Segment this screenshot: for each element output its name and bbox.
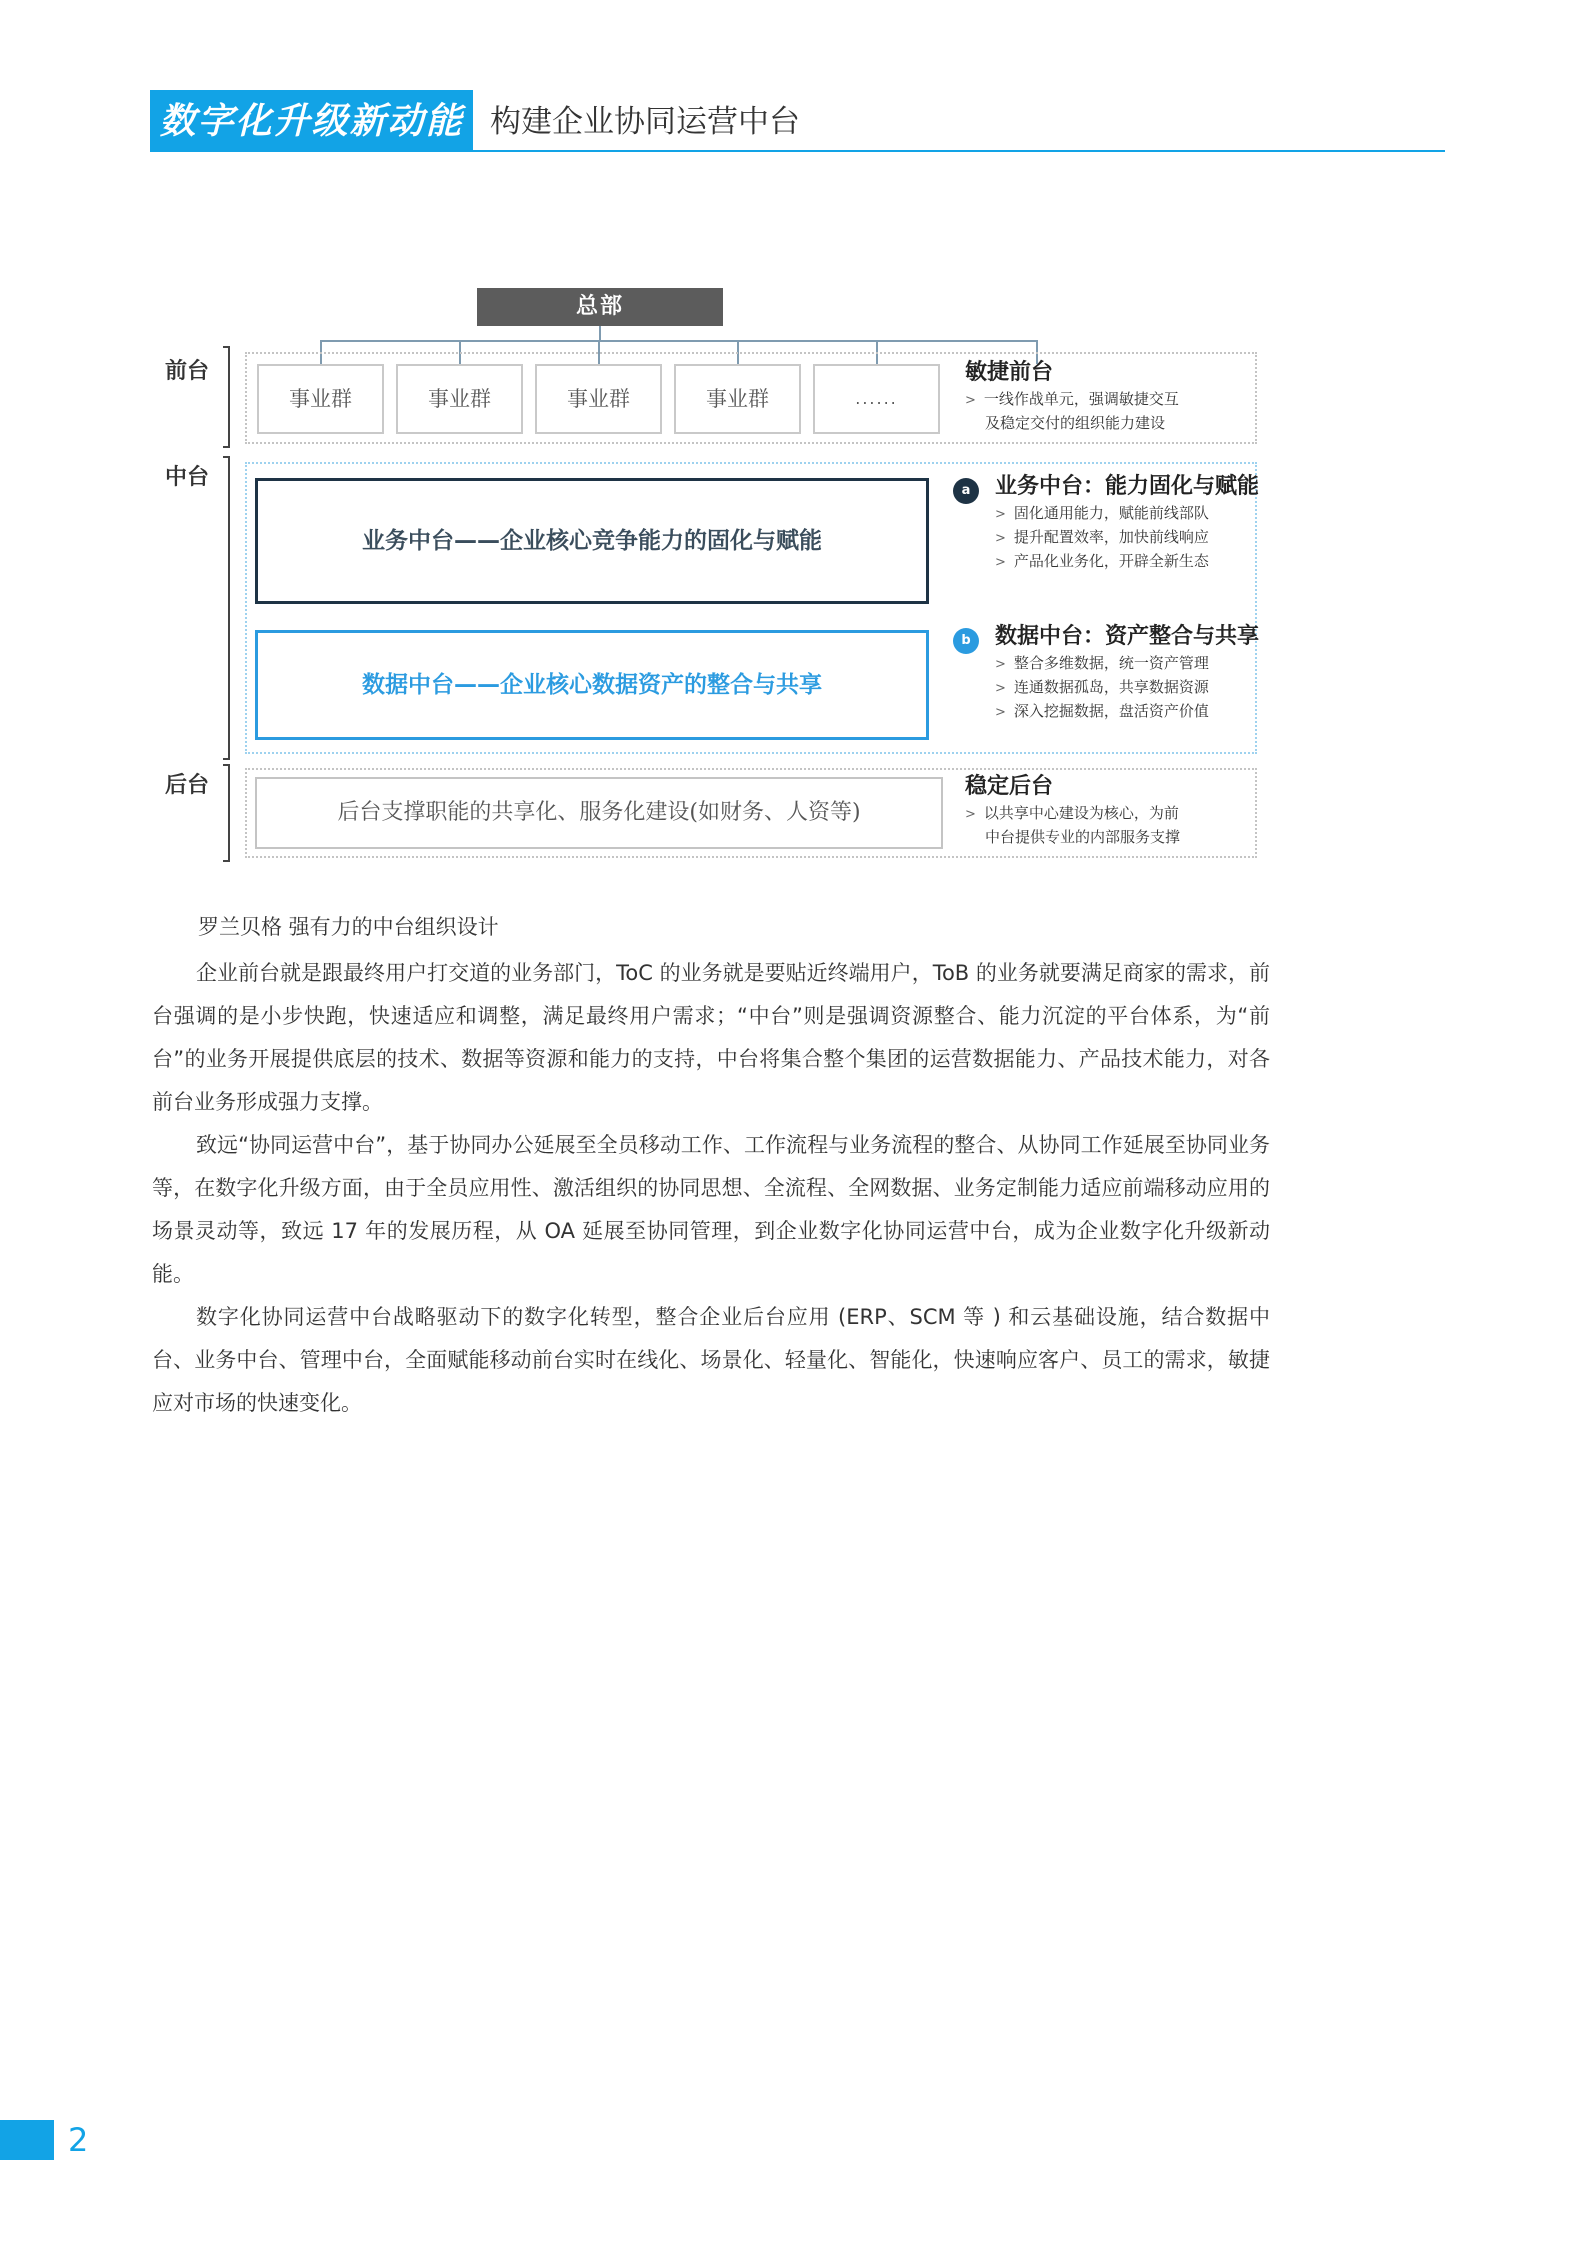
bullet-arrow-icon: > — [995, 555, 1006, 570]
page-number: 2 — [68, 2121, 89, 2159]
data-middle-platform: 数据中台——企业核心数据资产的整合与共享 — [255, 630, 929, 740]
badge-a-icon: a — [953, 478, 979, 504]
note-line: 及稳定交付的组织能力建设 — [985, 414, 1166, 432]
business-unit-more: ...... — [813, 364, 940, 434]
front-note — [965, 358, 1265, 434]
bullet-arrow-icon: > — [995, 681, 1006, 696]
brand-banner: 数字化升级新动能 — [150, 90, 473, 152]
connector — [320, 340, 1038, 342]
hq-box: 总部 — [477, 288, 723, 326]
note-line: 一线作战单元，强调敏捷交互 — [983, 390, 1179, 408]
note-line: 连通数据孤岛，共享数据资源 — [1013, 678, 1209, 696]
bullet-arrow-icon: > — [965, 393, 976, 408]
note-line: 提升配置效率，加快前线响应 — [1013, 528, 1209, 546]
business-unit: 事业群 — [674, 364, 801, 434]
middle-bracket — [223, 456, 230, 760]
note-line: 产品化业务化，开辟全新生态 — [1013, 552, 1209, 570]
bullet-arrow-icon: > — [995, 507, 1006, 522]
body-paragraph: 致远“协同运营中台”，基于协同办公延展至全员移动工作、工作流程与业务流程的整合、从协同工作延展至协同业务等，在数字化升级方面，由于全员应用性、激活组织的协同思想、全流程、全网数据、业务定制能力适应前端移动应用的场景灵动等，致远 17 年的发展历程，从 OA 延展至协同管理，到企业数字化协同运营中台，成为企业数字化升级新动能。 — [152, 1133, 1270, 1286]
body-paragraph: 企业前台就是跟最终用户打交道的业务部门，ToC 的业务就是要贴近终端用户，ToB 的业务就要满足商家的需求，前台强调的是小步快跑，快速适应和调整，满足最终用户需求；“中台”则是强调资源整合、能力沉淀的平台体系，为“前台”的业务开展提供底层的技术、数据等资源和能力的支持，中台将集合整个集团的运营数据能力、产品技术能力，对各前台业务形成强力支撑。 — [152, 961, 1270, 1114]
bullet-arrow-icon: > — [965, 807, 976, 822]
business-note — [995, 472, 1295, 574]
bullet-arrow-icon: > — [995, 705, 1006, 720]
bullet-arrow-icon: > — [995, 657, 1006, 672]
header-divider — [473, 150, 1445, 152]
connector — [599, 326, 601, 340]
business-middle-platform: 业务中台——企业核心竞争能力的固化与赋能 — [255, 478, 929, 604]
body-paragraph: 数字化协同运营中台战略驱动下的数字化转型，整合企业后台应用 (ERP、SCM 等 ) 和云基础设施，结合数据中台、业务中台、管理中台，全面赋能移动前台实时在线化、场景化、轻量化、智能化，快速响应客户、员工的需求，敏捷应对市场的快速变化。 — [152, 1305, 1270, 1415]
back-label: 后台 — [165, 773, 210, 798]
business-unit: 事业群 — [535, 364, 662, 434]
note-line: 整合多维数据，统一资产管理 — [1013, 654, 1209, 672]
note-line: 固化通用能力，赋能前线部队 — [1013, 504, 1209, 522]
note-line: 以共享中心建设为核心，为前 — [983, 804, 1179, 822]
page-tab — [0, 2120, 54, 2160]
back-note — [965, 772, 1265, 848]
business-note-title: 业务中台：能力固化与赋能 — [995, 474, 1260, 499]
front-label: 前台 — [165, 359, 210, 384]
business-unit: 事业群 — [257, 364, 384, 434]
page-header — [150, 90, 1445, 152]
data-note — [995, 622, 1295, 724]
middle-label: 中台 — [165, 465, 210, 490]
back-office-box: 后台支撑职能的共享化、服务化建设(如财务、人资等) — [255, 777, 943, 849]
org-diagram — [155, 284, 1265, 864]
badge-b-icon: b — [953, 628, 979, 654]
back-bracket — [223, 764, 230, 862]
note-line: 深入挖掘数据，盘活资产价值 — [1013, 702, 1209, 720]
data-note-title: 数据中台：资产整合与共享 — [995, 624, 1260, 649]
note-line: 中台提供专业的内部服务支撑 — [985, 828, 1181, 846]
business-unit: 事业群 — [396, 364, 523, 434]
header-title: 构建企业协同运营中台 — [490, 104, 800, 140]
bullet-arrow-icon: > — [995, 531, 1006, 546]
front-bracket — [223, 346, 230, 448]
figure-caption: 罗兰贝格 强有力的中台组织设计 — [198, 915, 499, 939]
back-note-title: 稳定后台 — [965, 774, 1054, 799]
front-note-title: 敏捷前台 — [965, 360, 1054, 385]
